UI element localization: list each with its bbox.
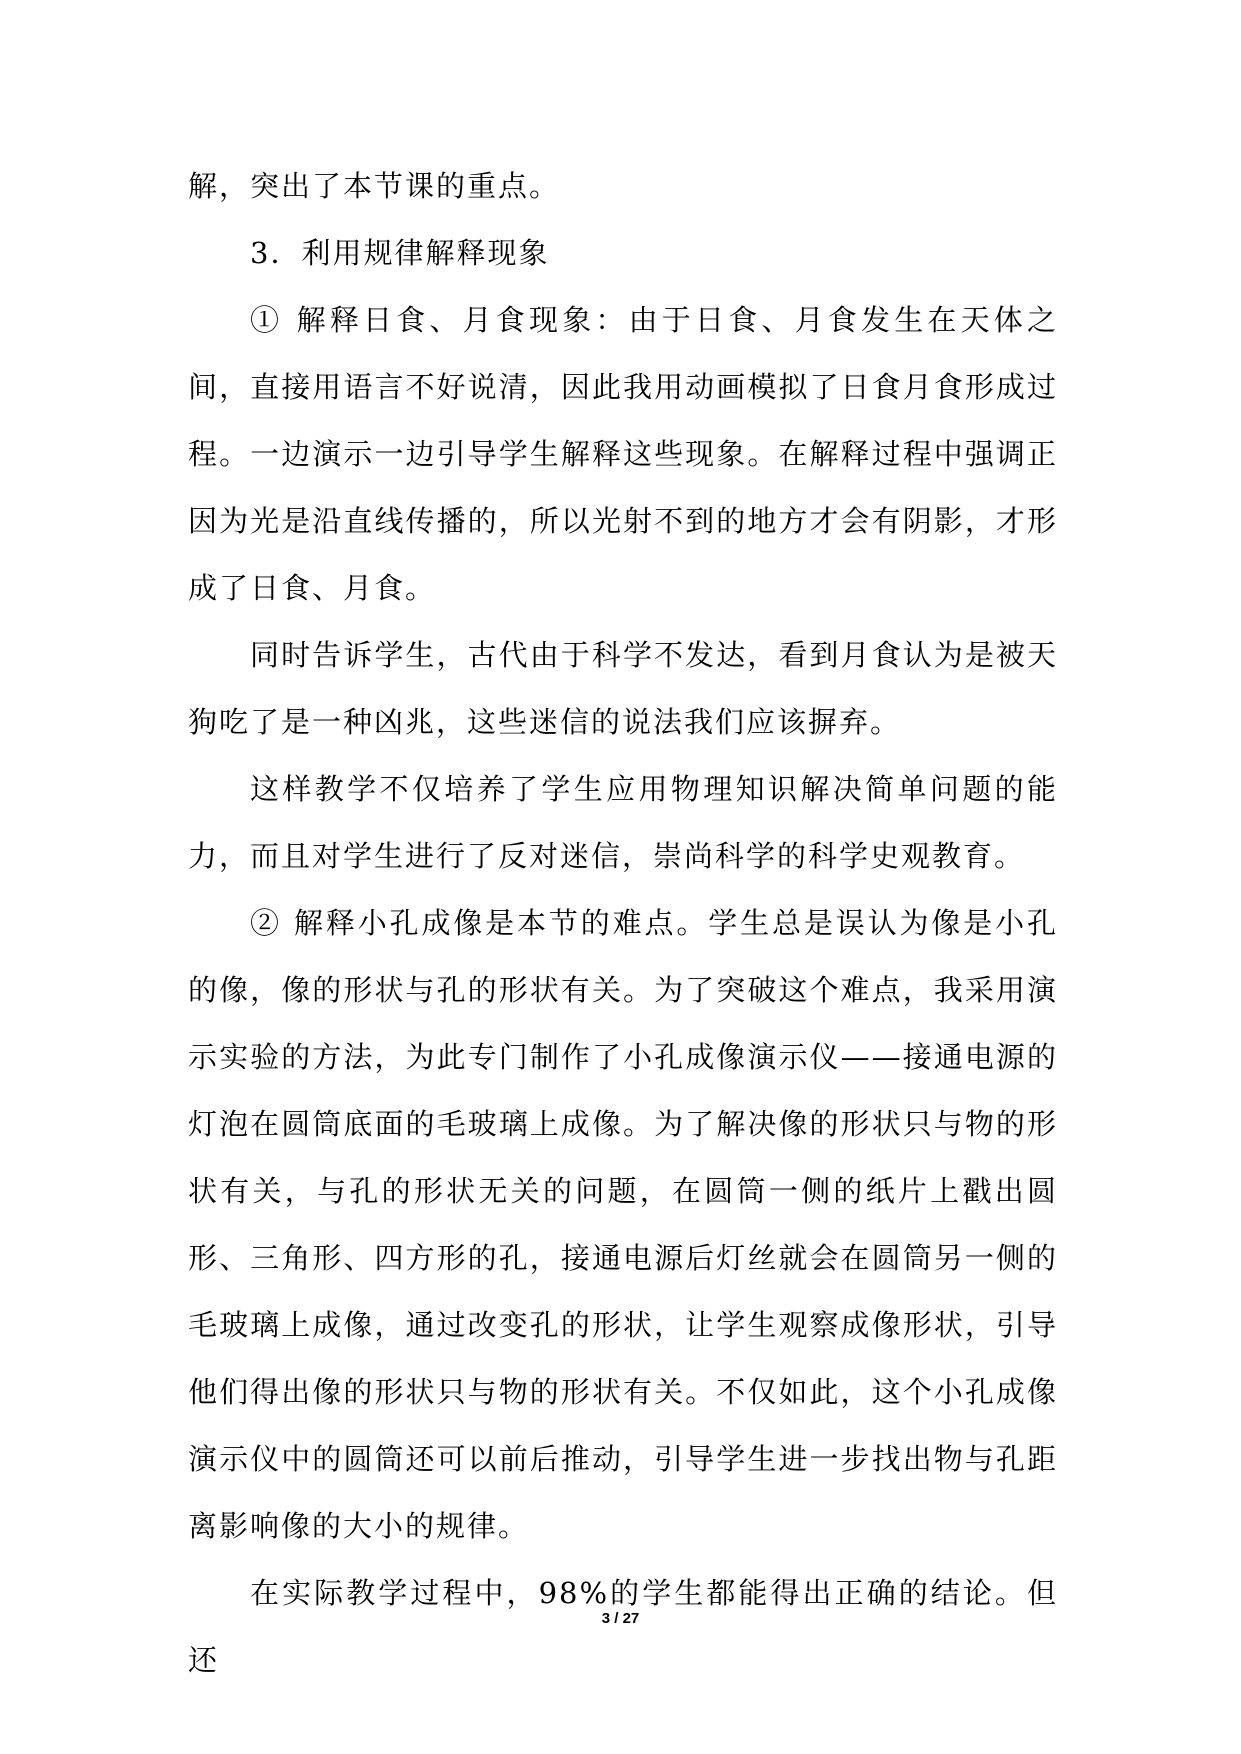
paragraph-result: 在实际教学过程中，98%的学生都能得出正确的结论。但还 xyxy=(188,1576,1058,1677)
paragraph-teaching-benefit: 这样教学不仅培养了学生应用物理知识解决简单问题的能力，而且对学生进行了反对迷信，崇尚科学的科学史观教育。 xyxy=(188,772,1058,873)
paragraph-continuation: 解，突出了本节课的重点。 xyxy=(188,169,561,203)
document-body xyxy=(188,153,1058,1694)
page-number: 3 / 27 xyxy=(601,1610,640,1627)
paragraph-superstition: 同时告诉学生，古代由于科学不发达，看到月食认为是被天狗吃了是一种凶兆，这些迷信的说法我们应该摒弃。 xyxy=(188,638,1058,739)
paragraph-pinhole: ② 解释小孔成像是本节的难点。学生总是误认为像是小孔的像，像的形状与孔的形状有关。为了突破这个难点，我采用演示实验的方法，为此专门制作了小孔成像演示仪——接通电源的灯泡在圆筒底面的毛玻璃上成像。为了解决像的形状只与物的形状有关，与孔的形状无关的问题，在圆筒一侧的纸片上戳出圆形、三角形、四方形的孔，接通电源后灯丝就会在圆筒另一侧的毛玻璃上成像，通过改变孔的形状，让学生观察成像形状，引导他们得出像的形状只与物的形状有关。不仅如此，这个小孔成像演示仪中的圆筒还可以前后推动，引导学生进一步找出物与孔距离影响像的大小的规律。 xyxy=(188,906,1058,1543)
paragraph-eclipse: ① 解释日食、月食现象：由于日食、月食发生在天体之间，直接用语言不好说清，因此我用动画模拟了日食月食形成过程。一边演示一边引导学生解释这些现象。在解释过程中强调正因为光是沿直线传播的，所以光射不到的地方才会有阴影，才形成了日食、月食。 xyxy=(188,303,1058,605)
section-heading: 3．利用规律解释现象 xyxy=(250,236,550,270)
